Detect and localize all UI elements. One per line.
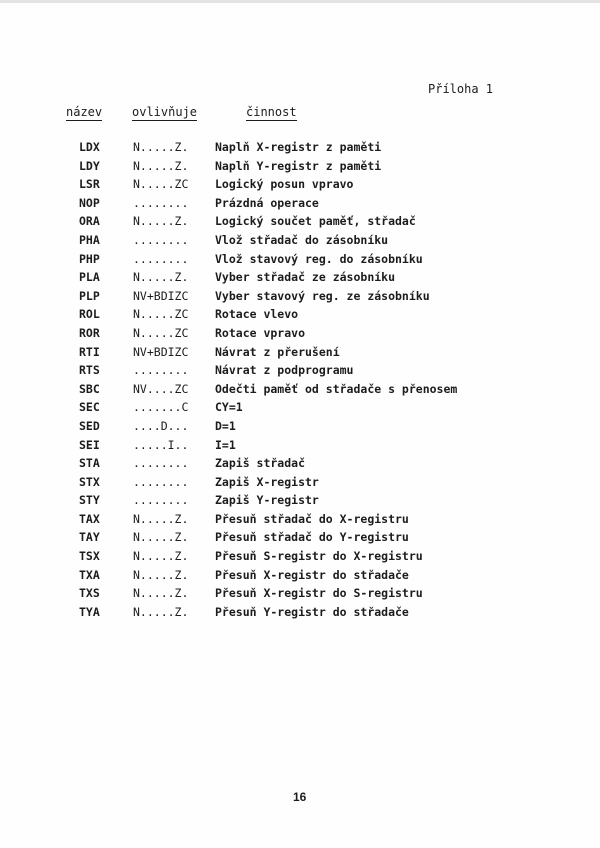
- instruction-description: Naplň X-registr z paměti: [215, 140, 382, 154]
- table-row: [0, 363, 600, 382]
- instruction-description: Vlož stavový reg. do zásobníku: [215, 251, 423, 266]
- table-row: [0, 307, 600, 326]
- instruction-name: PLP: [79, 288, 100, 303]
- instruction-name: TSX: [79, 549, 100, 564]
- table-row: [0, 270, 600, 289]
- instruction-name: ROR: [79, 325, 100, 340]
- instruction-name: LDY: [79, 158, 100, 173]
- affected-flags: .....I..: [133, 437, 189, 452]
- affected-flags: N.....Z.: [133, 567, 189, 582]
- affected-flags: NV....ZC: [133, 381, 189, 396]
- instruction-description: Vyber stavový reg. ze zásobníku: [215, 288, 430, 303]
- instruction-name: TAY: [79, 530, 100, 545]
- table-row: [0, 438, 600, 457]
- affected-flags: N.....Z.: [133, 214, 189, 229]
- table-row: [0, 233, 600, 252]
- table-row: [0, 159, 600, 178]
- instruction-name: STA: [79, 456, 100, 471]
- instruction-name: PHP: [79, 251, 100, 266]
- table-row: [0, 289, 600, 308]
- instruction-name: PLA: [79, 270, 100, 285]
- instruction-name: SBC: [79, 381, 100, 396]
- instruction-name: ORA: [79, 214, 100, 229]
- affected-flags: ........: [133, 456, 189, 471]
- column-header-affects: ovlivňuje: [132, 105, 198, 119]
- instruction-description: Zapiš X-registr: [215, 474, 319, 489]
- instruction-description: Návrat z podprogramu: [215, 363, 354, 378]
- affected-flags: N.....Z.: [133, 549, 189, 564]
- table-row: [0, 140, 600, 159]
- page-top-edge: [0, 0, 600, 3]
- instruction-description: Přesuň S-registr do X-registru: [215, 549, 423, 564]
- table-row: [0, 382, 600, 401]
- instruction-description: Vlož střadač do zásobníku: [215, 232, 389, 247]
- column-header-activity: činnost: [246, 105, 297, 119]
- instruction-description: Prázdná operace: [215, 195, 319, 210]
- instruction-description: Zapiš střadač: [215, 456, 306, 471]
- affected-flags: ....D...: [133, 418, 189, 433]
- instruction-description: Přesuň Y-registr do střadače: [215, 604, 409, 619]
- instruction-name: SEI: [79, 437, 100, 452]
- instruction-description: Rotace vlevo: [215, 307, 299, 322]
- instruction-description: Odečti paměť od střadače s přenosem: [215, 381, 458, 396]
- table-row: [0, 326, 600, 345]
- instruction-description: Logický posun vpravo: [215, 177, 354, 192]
- instruction-name: TXA: [79, 567, 100, 582]
- instruction-name: STY: [79, 493, 100, 508]
- affected-flags: ........: [133, 195, 189, 210]
- instruction-name: NOP: [79, 195, 100, 210]
- table-row: [0, 586, 600, 605]
- instruction-description: Logický součet paměť, střadač: [215, 214, 416, 229]
- affected-flags: N.....Z.: [133, 511, 189, 526]
- instruction-description: Přesuň X-registr do S-registru: [215, 586, 423, 601]
- affected-flags: N.....Z.: [133, 270, 189, 285]
- table-row: [0, 177, 600, 196]
- affected-flags: ........: [133, 363, 189, 378]
- instruction-name: LSR: [79, 177, 100, 192]
- table-row: [0, 252, 600, 271]
- table-row: [0, 345, 600, 364]
- table-row: [0, 475, 600, 494]
- table-row: [0, 530, 600, 549]
- instruction-name: SEC: [79, 400, 100, 415]
- affected-flags: N.....Z.: [133, 604, 189, 619]
- instruction-name: TAX: [79, 511, 100, 526]
- affected-flags: N.....Z.: [133, 586, 189, 601]
- table-row: [0, 605, 600, 624]
- instruction-name: TYA: [79, 604, 100, 619]
- table-row: [0, 400, 600, 419]
- affected-flags: N.....Z.: [133, 140, 189, 154]
- instruction-name: RTS: [79, 363, 100, 378]
- table-row: [0, 512, 600, 531]
- instruction-description: Rotace vpravo: [215, 325, 306, 340]
- instruction-table: [0, 140, 600, 623]
- instruction-name: STX: [79, 474, 100, 489]
- instruction-description: Naplň Y-registr z paměti: [215, 158, 382, 173]
- instruction-description: Přesuň X-registr do střadače: [215, 567, 409, 582]
- instruction-name: PHA: [79, 232, 100, 247]
- affected-flags: NV+BDIZC: [133, 344, 189, 359]
- appendix-label: Příloha 1: [428, 82, 494, 96]
- affected-flags: N.....Z.: [133, 530, 189, 545]
- page-number: 16: [293, 790, 307, 804]
- affected-flags: NV+BDIZC: [133, 288, 189, 303]
- table-row: [0, 419, 600, 438]
- table-row: [0, 456, 600, 475]
- table-row: [0, 568, 600, 587]
- column-header-name: název: [66, 105, 103, 119]
- affected-flags: ........: [133, 474, 189, 489]
- affected-flags: N.....ZC: [133, 325, 189, 340]
- table-row: [0, 196, 600, 215]
- instruction-name: LDX: [79, 140, 100, 154]
- instruction-description: D=1: [215, 418, 236, 433]
- affected-flags: ........: [133, 251, 189, 266]
- instruction-description: CY=1: [215, 400, 243, 415]
- table-row: [0, 493, 600, 512]
- affected-flags: N.....ZC: [133, 307, 189, 322]
- instruction-description: I=1: [215, 437, 236, 452]
- instruction-description: Návrat z přerušení: [215, 344, 340, 359]
- instruction-description: Zapiš Y-registr: [215, 493, 319, 508]
- instruction-name: SED: [79, 418, 100, 433]
- affected-flags: .......C: [133, 400, 189, 415]
- affected-flags: N.....Z.: [133, 158, 189, 173]
- instruction-name: RTI: [79, 344, 100, 359]
- instruction-description: Vyber střadač ze zásobníku: [215, 270, 396, 285]
- instruction-name: ROL: [79, 307, 100, 322]
- instruction-name: TXS: [79, 586, 100, 601]
- affected-flags: ........: [133, 232, 189, 247]
- affected-flags: ........: [133, 493, 189, 508]
- table-row: [0, 549, 600, 568]
- table-row: [0, 214, 600, 233]
- affected-flags: N.....ZC: [133, 177, 189, 192]
- instruction-description: Přesuň střadač do X-registru: [215, 511, 409, 526]
- instruction-description: Přesuň střadač do Y-registru: [215, 530, 409, 545]
